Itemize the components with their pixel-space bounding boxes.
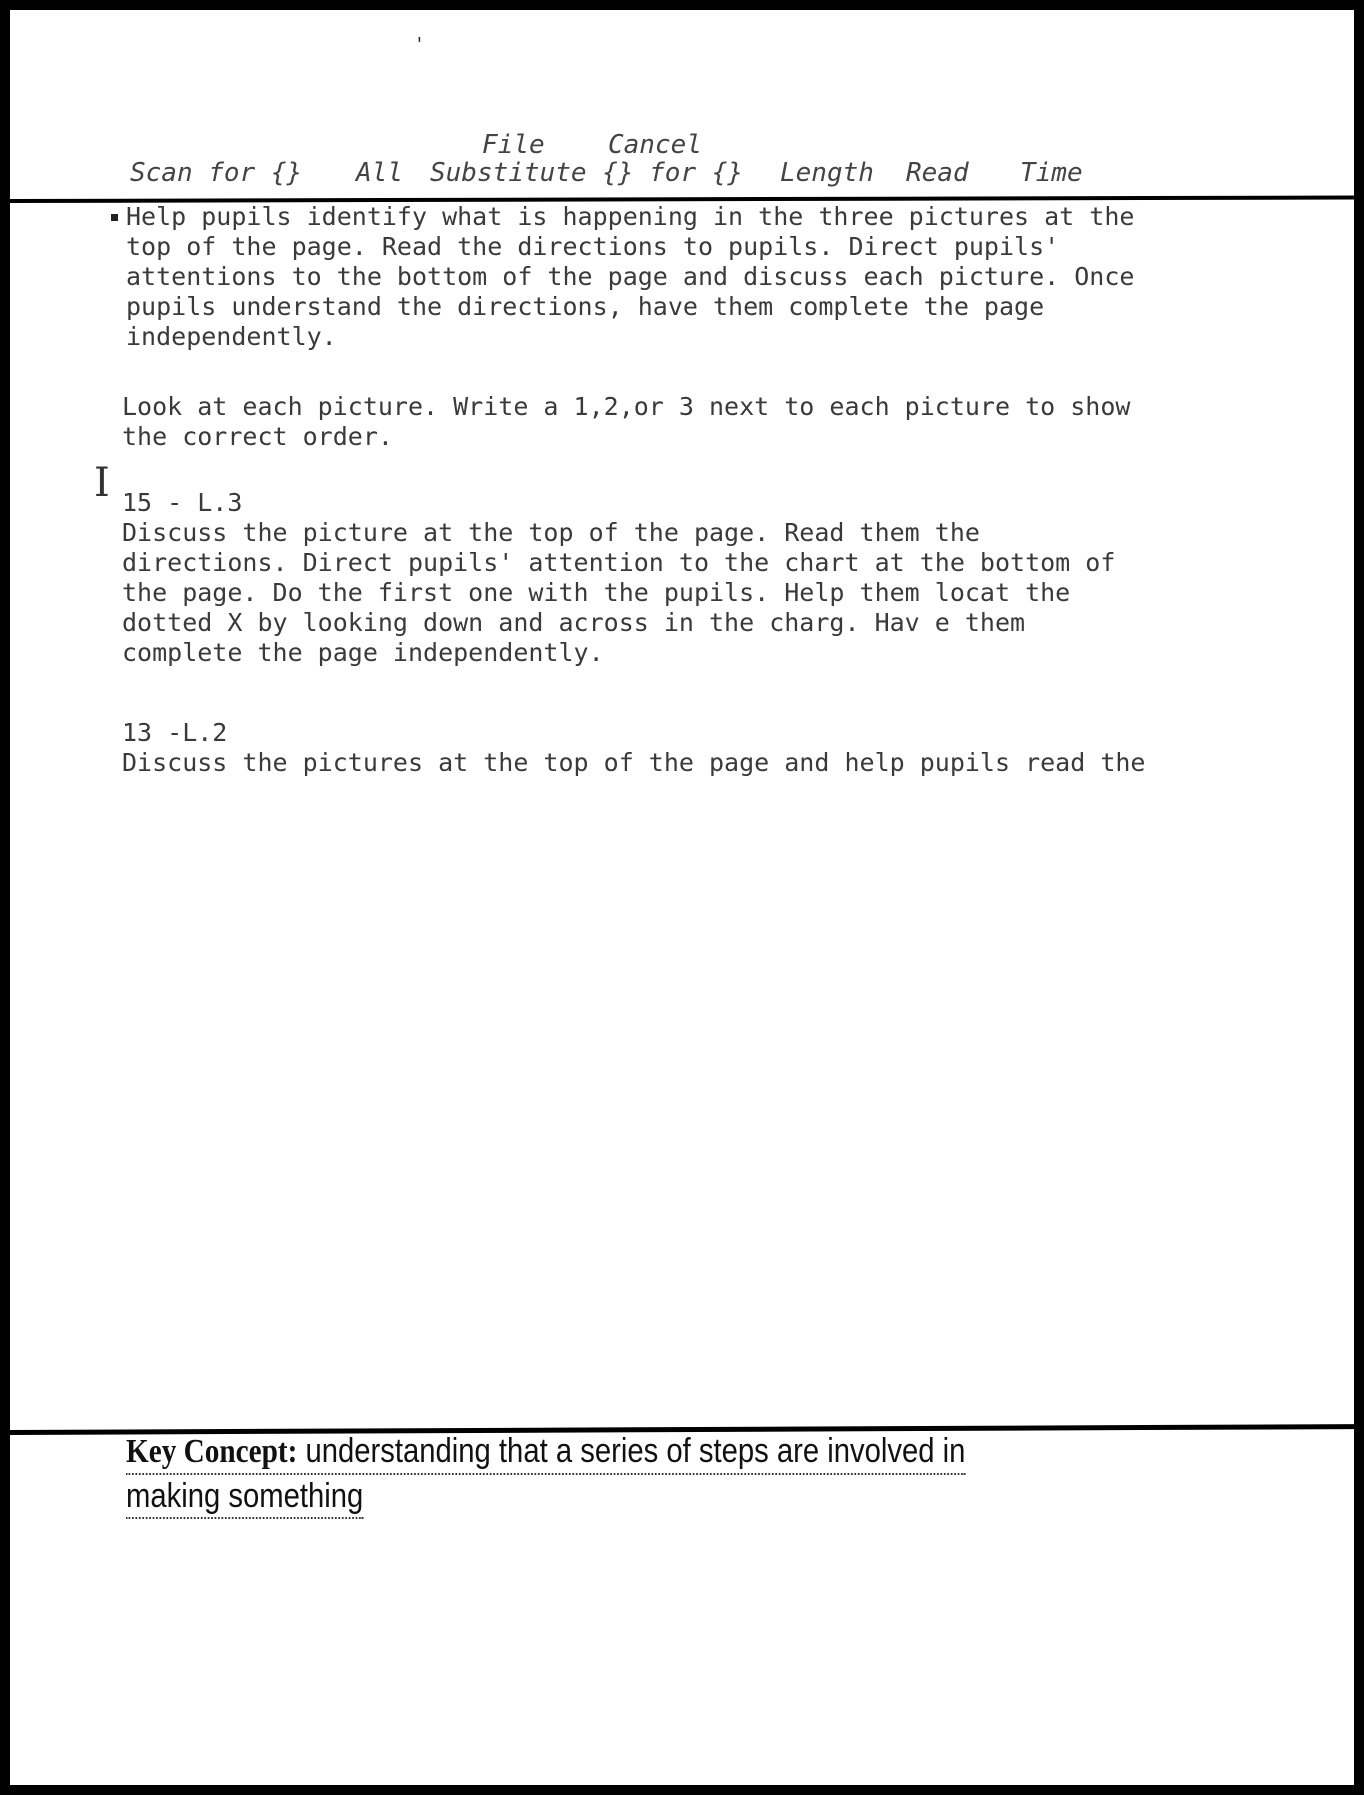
paragraph: Look at each picture. Write a 1,2,or 3 next to each picture to show the correct order. xyxy=(122,392,1131,451)
key-concept xyxy=(126,1430,1186,1519)
menu-cancel[interactable]: Cancel xyxy=(608,130,702,160)
key-concept-line-2: making something xyxy=(126,1475,363,1519)
paragraph: Discuss the picture at the top of the page. Read them the directions. Direct pupils' attention to the chart at the bottom of the page. Do the first one with the pupils. Help them locat the dotted X by looking down and across in the charg. Hav e them complete the page independently. xyxy=(122,518,1116,667)
text-cursor-block xyxy=(111,214,118,221)
document-body[interactable] xyxy=(122,202,1202,778)
key-concept-line-1 xyxy=(126,1430,965,1475)
key-concept-label: Key Concept: xyxy=(126,1433,298,1470)
menu-file[interactable]: File xyxy=(482,130,545,160)
menu-read[interactable]: Read xyxy=(906,158,969,188)
paragraph: Help pupils identify what is happening in the three pictures at the top of the page. Read the directions to pupils. Direct pupils' attentions to the bottom of the page and discuss each picture. Once pupils understand the directions, have them complete the page independently. xyxy=(126,202,1135,351)
key-concept-text: understanding that a series of steps are involved in xyxy=(297,1432,966,1470)
mouse-pointer-icon: ' xyxy=(414,34,425,55)
section-ref: 15 - L.3 xyxy=(122,488,243,517)
paragraph: Discuss the pictures at the top of the page and help pupils read the xyxy=(122,748,1146,777)
section-ref: 13 -L.2 xyxy=(122,718,228,747)
menu-length[interactable]: Length xyxy=(780,158,874,188)
ibeam-cursor-icon: I xyxy=(94,460,110,506)
menu-all[interactable]: All xyxy=(356,158,403,188)
menu-scan[interactable]: Scan for {} xyxy=(130,158,303,188)
menu-substitute[interactable]: Substitute {} for {} xyxy=(430,158,744,188)
command-menu xyxy=(10,130,1354,200)
word-processor-screen xyxy=(10,10,1354,1785)
menu-time[interactable]: Time xyxy=(1020,158,1083,188)
